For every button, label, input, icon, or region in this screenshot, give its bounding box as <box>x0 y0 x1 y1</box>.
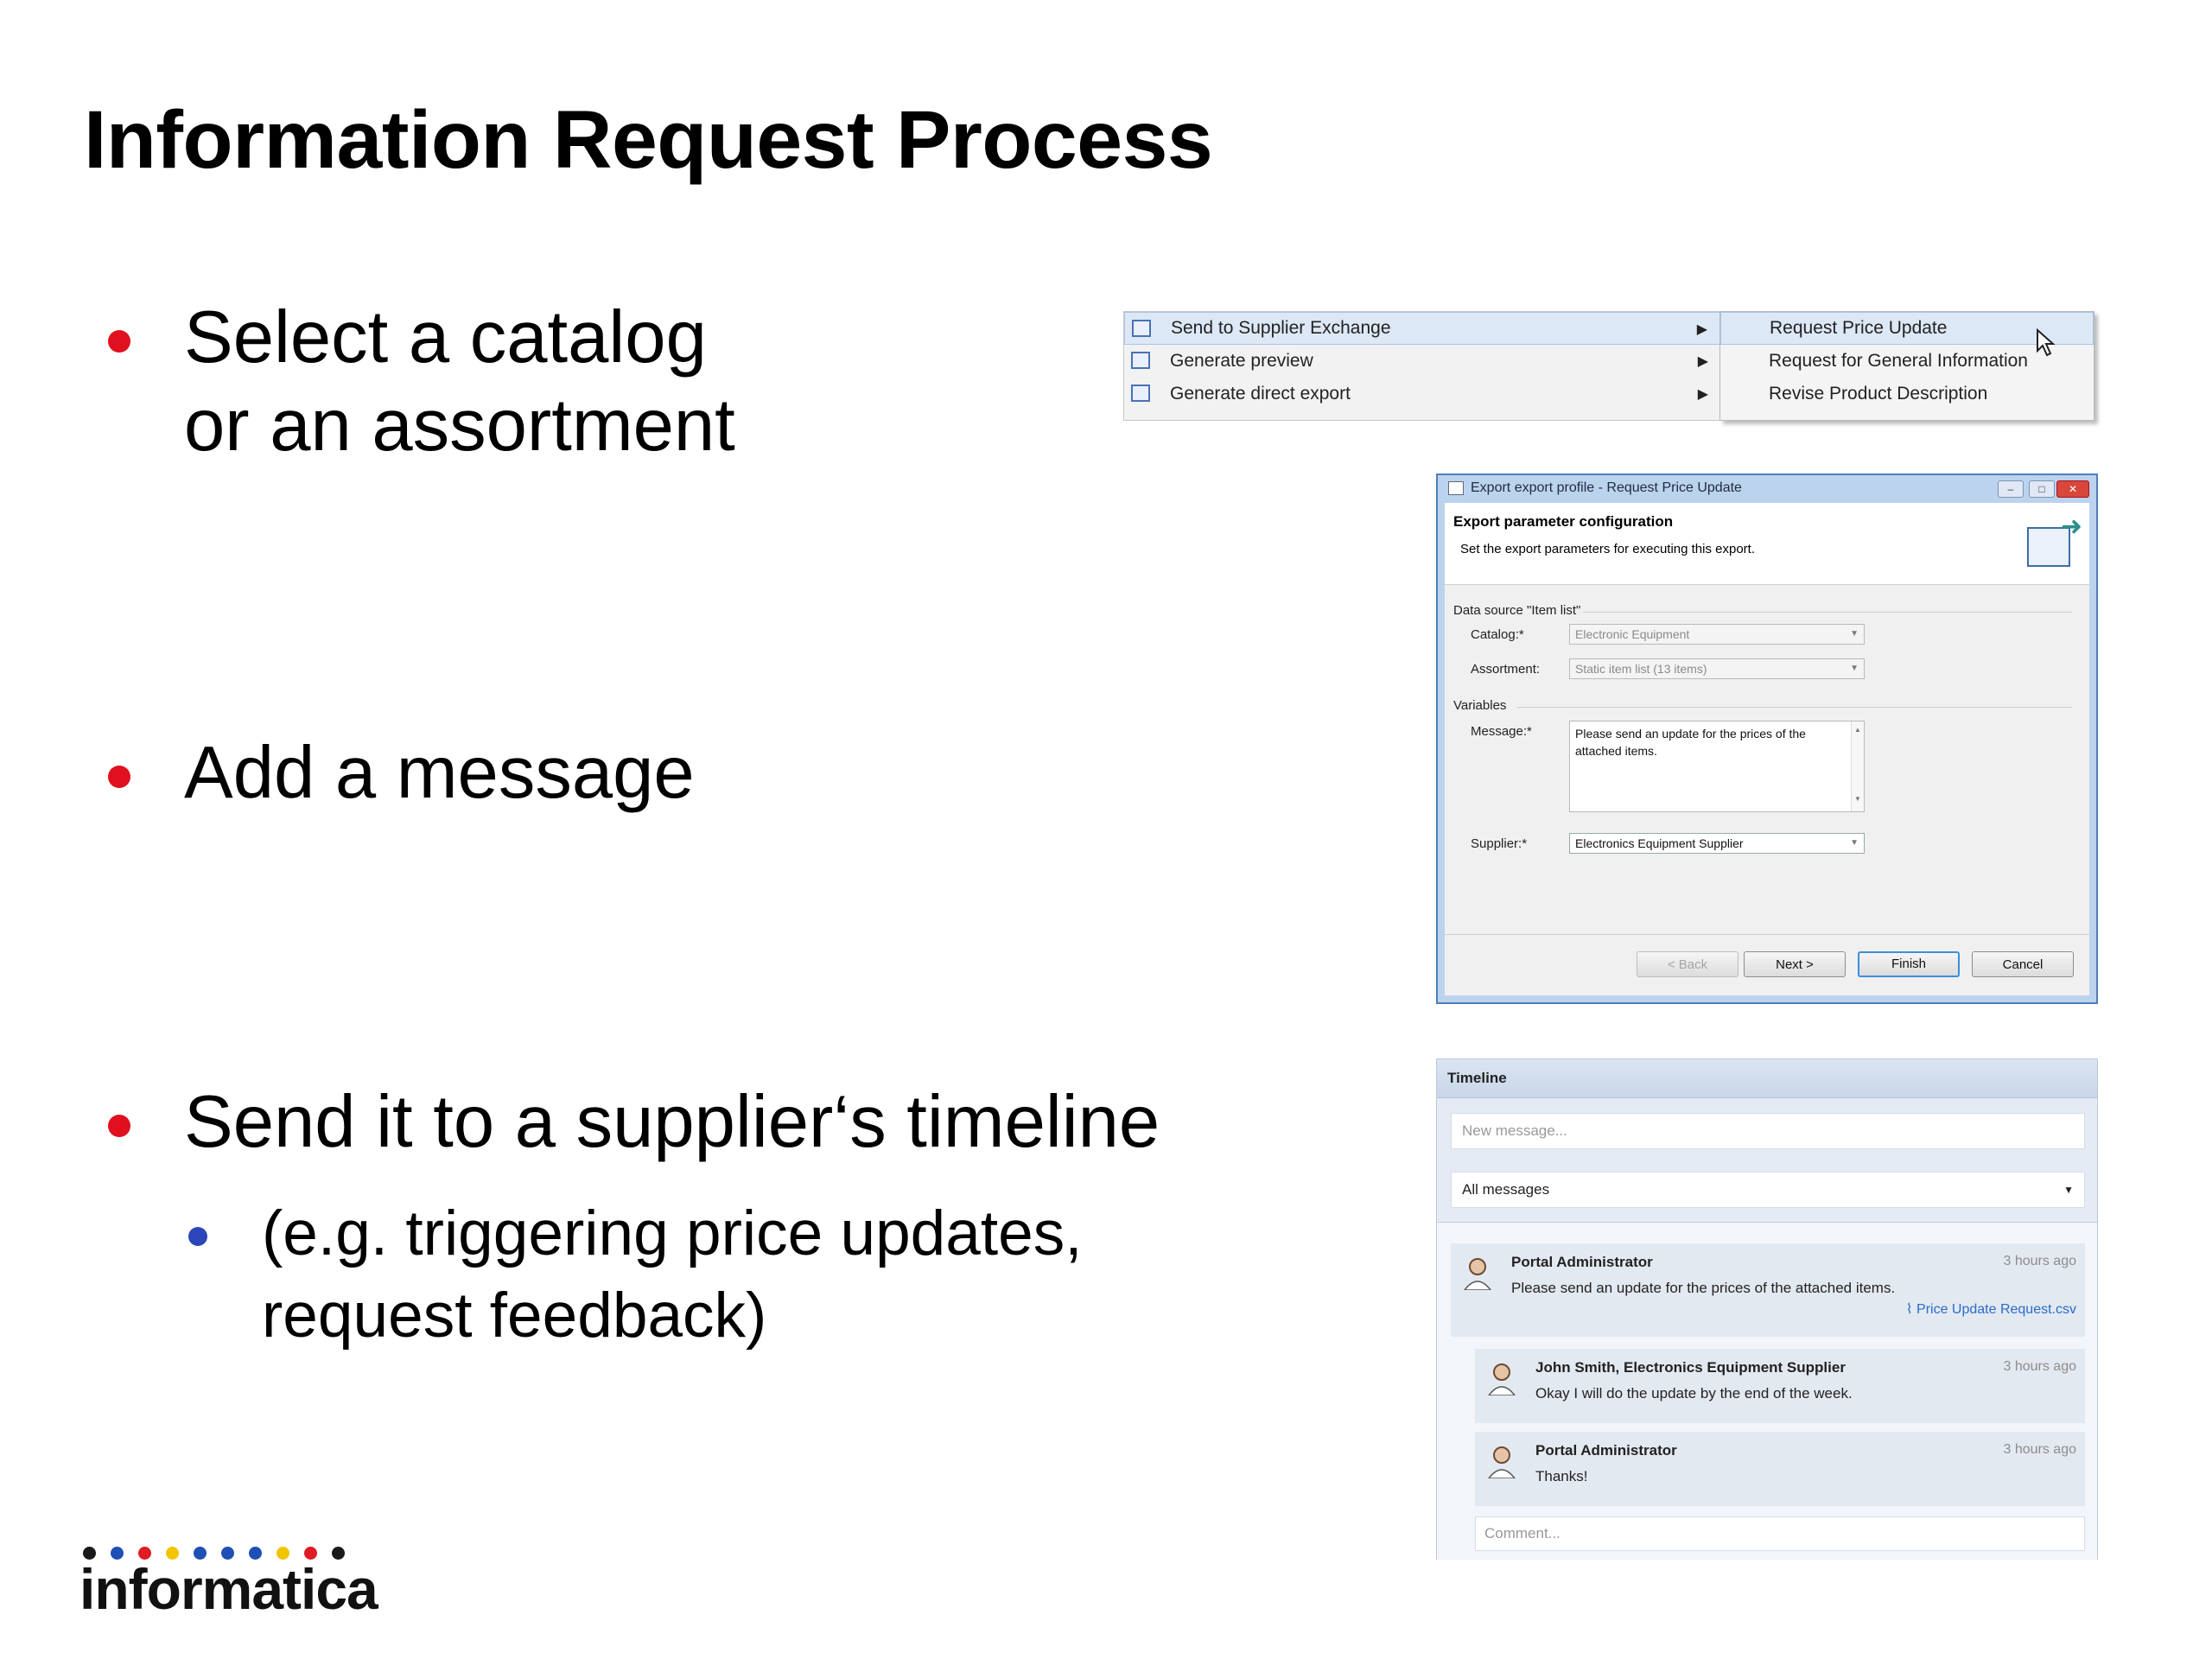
slide-title: Information Request Process <box>84 94 1213 186</box>
bullet-dot <box>108 330 130 353</box>
post-time: 3 hours ago <box>2003 1442 2076 1457</box>
chevron-down-icon: ▼ <box>1850 664 1859 673</box>
sub-bullet-example <box>262 1192 1083 1357</box>
bullet-text-line1: Select a catalog <box>184 296 707 378</box>
submenu-arrow-icon: ▶ <box>1697 354 1708 369</box>
maximize-button[interactable]: □ <box>2029 480 2055 498</box>
supplier-exchange-icon <box>1132 320 1151 337</box>
informatica-logo <box>79 1547 378 1622</box>
next-button[interactable]: Next > <box>1744 951 1846 977</box>
logo-text: informatica <box>79 1557 378 1621</box>
submenu-arrow-icon: ▶ <box>1696 322 1707 337</box>
back-button[interactable]: < Back <box>1637 951 1738 977</box>
post-author: Portal Administrator <box>1535 1442 1677 1459</box>
bullet-text-line1: Send it to a supplier‘s timeline <box>184 1081 1160 1163</box>
supplier-value: Electronics Equipment Supplier <box>1575 836 1744 850</box>
divider <box>1583 612 2072 613</box>
minimize-button[interactable]: – <box>1998 480 2024 498</box>
mouse-cursor-icon <box>2036 328 2056 358</box>
window-icon <box>1448 481 1464 495</box>
submenu-arrow-icon: ▶ <box>1697 387 1708 402</box>
chevron-down-icon: ▼ <box>2063 1184 2074 1196</box>
message-label: Message:* <box>1471 724 1532 739</box>
export-dialog <box>1436 474 2098 1004</box>
bullet-add-message <box>184 729 695 817</box>
comment-input[interactable]: Comment... <box>1475 1516 2085 1551</box>
avatar <box>1487 1444 1516 1478</box>
dialog-header <box>1445 503 2089 585</box>
catalog-value: Electronic Equipment <box>1575 627 1690 641</box>
menu-item-generate-direct-export[interactable] <box>1124 378 1720 410</box>
post-text: Thanks! <box>1535 1468 1588 1484</box>
bullet-text-line1: Add a message <box>184 732 695 814</box>
group-variables: Variables <box>1453 698 1507 713</box>
catalog-label: Catalog:* <box>1471 627 1524 642</box>
menu-item-send-to-supplier-exchange[interactable] <box>1124 312 1720 345</box>
message-value: Please send an update for the prices of the attached items. <box>1575 727 1806 758</box>
context-menu <box>1123 311 1721 421</box>
divider <box>1517 707 2072 708</box>
bullet-dot <box>108 766 130 788</box>
dialog-title: Export export profile - Request Price Update <box>1471 480 1742 495</box>
post-author: John Smith, Electronics Equipment Supplier <box>1535 1359 1846 1376</box>
dialog-titlebar <box>1438 475 2096 501</box>
bullet-text-line2: or an assortment <box>184 385 735 467</box>
dialog-body <box>1445 503 2089 995</box>
bullet-send-timeline <box>184 1078 1160 1166</box>
close-button[interactable]: ✕ <box>2056 480 2089 498</box>
submenu-item-revise-product-description[interactable]: Revise Product Description <box>1769 384 1988 404</box>
timeline-post <box>1451 1243 2085 1337</box>
sub-bullet-line1: (e.g. triggering price updates, <box>262 1198 1083 1268</box>
supplier-label: Supplier:* <box>1471 836 1528 851</box>
timeline-reply <box>1475 1432 2085 1506</box>
avatar <box>1487 1361 1516 1395</box>
menu-item-label: Send to Supplier Exchange <box>1171 318 1391 338</box>
assortment-value: Static item list (13 items) <box>1575 662 1707 676</box>
sub-bullet-line2: request feedback) <box>262 1281 767 1351</box>
message-textarea[interactable] <box>1569 721 1865 812</box>
finish-button[interactable]: Finish <box>1858 951 1960 977</box>
filter-value: All messages <box>1462 1181 1550 1198</box>
dialog-header-title: Export parameter configuration <box>1453 513 1674 530</box>
post-author: Portal Administrator <box>1511 1254 1653 1270</box>
new-message-input[interactable]: New message... <box>1451 1113 2085 1149</box>
cancel-button[interactable]: Cancel <box>1972 951 2074 977</box>
avatar <box>1463 1255 1492 1290</box>
assortment-label: Assortment: <box>1471 662 1541 677</box>
submenu-item-request-general-information[interactable]: Request for General Information <box>1769 351 2028 371</box>
chevron-down-icon: ▼ <box>1850 629 1859 639</box>
timeline-panel <box>1436 1058 2098 1560</box>
supplier-combobox[interactable] <box>1569 833 1865 854</box>
sub-bullet-dot <box>188 1227 207 1246</box>
post-time: 3 hours ago <box>2003 1254 2076 1268</box>
post-time: 3 hours ago <box>2003 1359 2076 1374</box>
menu-item-label: Generate direct export <box>1170 384 1351 404</box>
bullet-dot <box>108 1115 130 1137</box>
attachment-link[interactable] <box>1906 1300 2076 1318</box>
export-icon <box>1131 385 1150 402</box>
catalog-select[interactable] <box>1569 624 1865 645</box>
dialog-header-subtitle: Set the export parameters for executing this export. <box>1460 542 1756 556</box>
group-data-source: Data source "Item list" <box>1453 603 1581 618</box>
menu-item-label: Generate preview <box>1170 351 1313 371</box>
message-filter-select[interactable] <box>1451 1172 2085 1208</box>
submenu-item-request-price-update[interactable]: Request Price Update <box>1720 312 2094 345</box>
post-text: Okay I will do the update by the end of the week. <box>1535 1385 1853 1402</box>
bullet-select-catalog <box>184 294 735 470</box>
dialog-footer <box>1445 934 2089 995</box>
scrollbar[interactable]: ▲ ▼ <box>1851 721 1864 811</box>
timeline-feed <box>1437 1223 2097 1560</box>
export-wizard-icon <box>2027 527 2070 567</box>
paperclip-icon: ⌇ <box>1905 1302 1913 1317</box>
timeline-reply <box>1475 1349 2085 1423</box>
timeline-header: Timeline <box>1437 1059 2097 1098</box>
post-text: Please send an update for the prices of the attached items. <box>1511 1280 1896 1296</box>
menu-item-generate-preview[interactable] <box>1124 345 1720 378</box>
chevron-down-icon: ▼ <box>1850 838 1859 848</box>
preview-icon <box>1131 352 1150 369</box>
assortment-select[interactable] <box>1569 658 1865 679</box>
attachment-name: Price Update Request.csv <box>1916 1302 2076 1317</box>
